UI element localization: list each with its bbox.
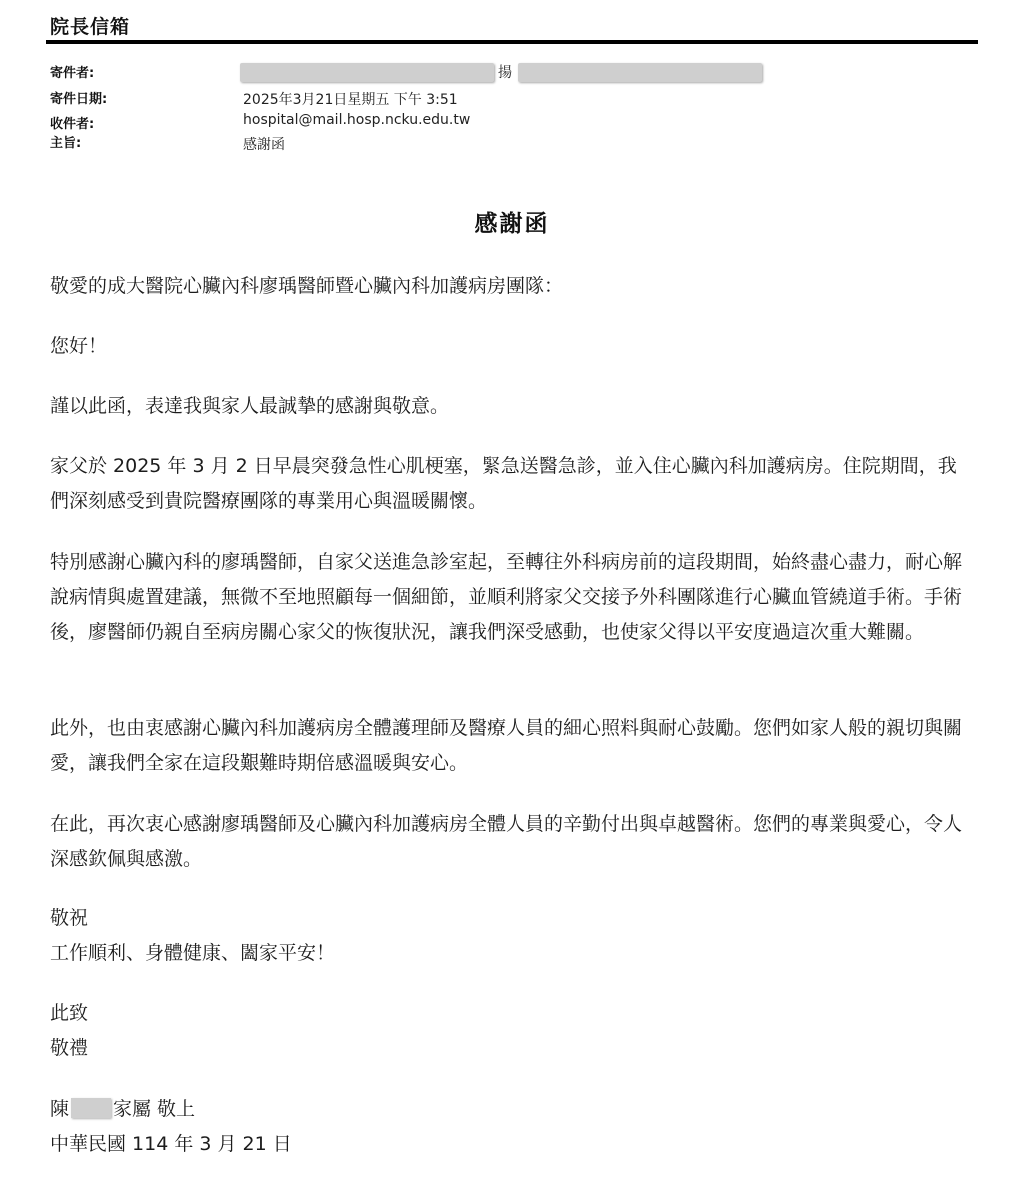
paragraph-staff-thanks: 此外，也由衷感謝心臟內科加護病房全體護理師及醫療人員的細心照料與耐心鼓勵。您們如家人般的親切與關愛，讓我們全家在這段艱難時期倍感溫暖與安心。	[50, 717, 963, 774]
paragraph-intro: 謹以此函，表達我與家人最誠摯的感謝與敬意。	[50, 395, 450, 417]
salutation: 敬愛的成大醫院心臟內科廖瑀醫師暨心臟內科加護病房團隊：	[50, 275, 564, 297]
closing-wish-1: 敬祝	[50, 907, 89, 929]
signature-date: 中華民國 114 年 3 月 21 日	[50, 1133, 292, 1155]
redacted-given-name	[71, 1098, 111, 1118]
from-label: 寄件者:	[50, 66, 95, 81]
paragraph-closing-thanks: 在此，再次衷心感謝廖瑀醫師及心臟內科加護病房全體人員的辛勤付出與卓越醫術。您們的專業與愛心，令人深感欽佩與感激。	[50, 813, 963, 870]
redacted-sender-name	[240, 63, 494, 82]
signature-surname: 陳	[50, 1098, 70, 1120]
date-value: 2025年3月21日星期五 下午 3:51	[243, 92, 458, 108]
redacted-sender-email	[518, 63, 762, 82]
subject-value: 感謝函	[243, 137, 285, 153]
greeting: 您好！	[50, 335, 108, 357]
sender-separator: 揚	[498, 65, 512, 81]
paragraph-doctor-thanks: 特別感謝心臟內科的廖瑀醫師，自家父送進急診室起，至轉往外科病房前的這段期間，始終盡心盡力，耐心解說病情與處置建議，無微不至地照顧每一個細節，並順利將家父交接予外科團隊進行心臟血管繞道手術。手術後，廖醫師仍親自至病房關心家父的恢復狀況，讓我們深受感動，也使家父得以平安度過這次重大難關。	[50, 551, 963, 643]
to-label: 收件者:	[50, 117, 95, 132]
mailbox-title: 院長信箱	[50, 16, 131, 38]
to-value: hospital@mail.hosp.ncku.edu.tw	[243, 112, 471, 128]
subject-label: 主旨:	[50, 136, 82, 151]
signature	[50, 1092, 195, 1127]
header-divider	[46, 40, 978, 44]
paragraph-background: 家父於 2025 年 3 月 2 日早晨突發急性心肌梗塞，緊急送醫急診，並入住心臟內科加護病房。住院期間，我們深刻感受到貴院醫療團隊的專業用心與溫暖關懷。	[50, 455, 957, 512]
regards-2: 敬禮	[50, 1037, 89, 1059]
letter-title: 感謝函	[474, 211, 550, 237]
closing-wish-2: 工作順利、身體健康、闔家平安！	[50, 942, 336, 964]
regards-1: 此致	[50, 1002, 89, 1024]
date-label: 寄件日期:	[50, 92, 108, 107]
signature-suffix: 家屬 敬上	[113, 1098, 196, 1120]
